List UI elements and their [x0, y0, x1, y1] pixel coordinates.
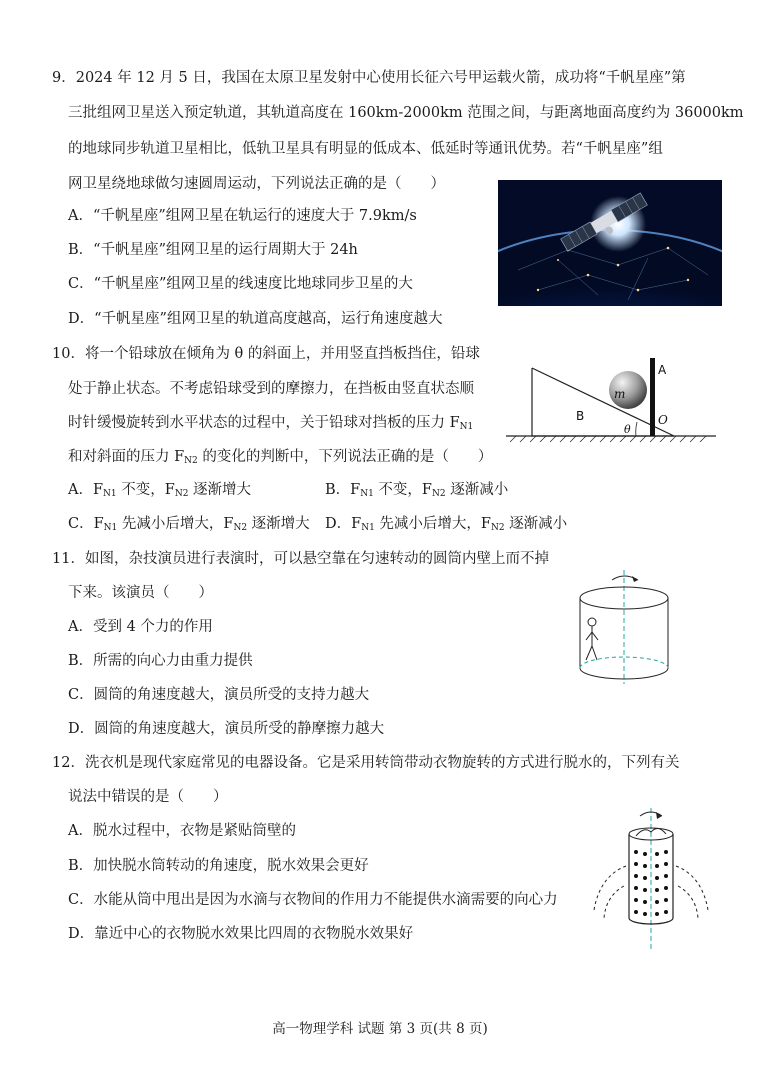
- page-footer: 高一物理学科 试题 第 3 页(共 8 页): [272, 1021, 488, 1037]
- q9-line-1: 9．2024 年 12 月 5 日，我国在太原卫星发射中心使用长征六号甲运载火箭，成功将“千帆星座”第: [52, 70, 686, 86]
- q9-line-2: 三批组网卫星送入预定轨道，其轨道高度在 160km-2000km 范围之间，与距离地面高度约为 36000km: [68, 105, 744, 121]
- fig-label-m: m: [614, 387, 626, 401]
- q9-option-b: B．“千帆星座”组网卫星的运行周期大于 24h: [68, 242, 358, 258]
- q9-option-d: D．“千帆星座”组网卫星的轨道高度越高，运行角速度越大: [68, 311, 443, 327]
- q11-option-b: B．所需的向心力由重力提供: [68, 653, 253, 669]
- rotating-cylinder-figure: [572, 568, 676, 686]
- q9-line-3: 的地球同步轨道卫星相比，低轨卫星具有明显的低成本、低延时等通讯优势。若“千帆星座”组: [68, 141, 663, 157]
- incline-ball-figure: [506, 350, 722, 450]
- fig-label-theta: θ: [624, 423, 631, 436]
- q12-line-2: 说法中错误的是（ ）: [68, 789, 228, 805]
- q12-line-1: 12．洗衣机是现代家庭常见的电器设备。它是采用转筒带动衣物旋转的方式进行脱水的，下列有关: [52, 755, 680, 771]
- satellite-earth-image: [498, 180, 722, 306]
- q12-option-d: D．靠近中心的衣物脱水效果比四周的衣物脱水效果好: [68, 926, 414, 942]
- q11-line-2: 下来。该演员（ ）: [68, 585, 213, 601]
- q10-option-c: C．$F_{N1}$ 先减小后增大，$F_{N2}$ 逐渐增大: [68, 516, 310, 533]
- q10-line-4: 和对斜面的压力 $F_{N2}$ 的变化的判断中，下列说法正确的是（ ）: [68, 449, 493, 466]
- q10-option-a: A．$F_{N1}$ 不变，$F_{N2}$ 逐渐增大: [68, 482, 252, 499]
- q9-option-a: A．“千帆星座”组网卫星在轨运行的速度大于 7.9km/s: [68, 208, 417, 224]
- q10-line-2: 处于静止状态。不考虑铅球受到的摩擦力，在挡板由竖直状态顺: [68, 381, 474, 397]
- q10-line-1: 10．将一个铅球放在倾角为 θ 的斜面上，并用竖直挡板挡住，铅球: [52, 346, 480, 362]
- q12-option-c: C．水能从筒中甩出是因为水滴与衣物间的作用力不能提供水滴需要的向心力: [68, 892, 558, 908]
- spin-dryer-figure: [588, 806, 718, 952]
- q10-line-3: 时针缓慢旋转到水平状态的过程中，关于铅球对挡板的压力 $F_{N1}$: [68, 415, 474, 432]
- q10-option-b: B．$F_{N1}$ 不变，$F_{N2}$ 逐渐减小: [325, 482, 509, 499]
- q11-option-d: D．圆筒的角速度越大，演员所受的静摩擦力越大: [68, 721, 385, 737]
- q11-option-a: A．受到 4 个力的作用: [68, 619, 213, 635]
- q11-option-c: C．圆筒的角速度越大，演员所受的支持力越大: [68, 687, 370, 703]
- q12-option-a: A．脱水过程中，衣物是紧贴筒壁的: [68, 823, 296, 839]
- fig-label-a: A: [658, 363, 667, 377]
- fig-label-o: O: [658, 413, 668, 427]
- q10-option-d: D．$F_{N1}$ 先减小后增大，$F_{N2}$ 逐渐减小: [325, 516, 568, 533]
- q9-line-4: 网卫星绕地球做匀速圆周运动，下列说法正确的是（ ）: [68, 176, 445, 192]
- q11-line-1: 11．如图，杂技演员进行表演时，可以悬空靠在匀速转动的圆筒内壁上而不掉: [52, 551, 549, 567]
- fig-label-b: B: [576, 409, 585, 423]
- q9-option-c: C．“千帆星座”组网卫星的线速度比地球同步卫星的大: [68, 276, 413, 292]
- q12-option-b: B．加快脱水筒转动的角速度，脱水效果会更好: [68, 858, 369, 874]
